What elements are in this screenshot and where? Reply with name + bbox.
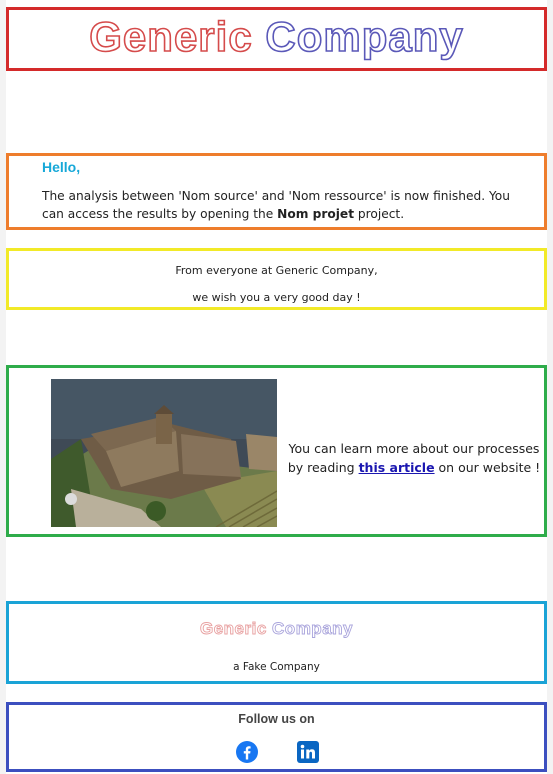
- analysis-text: The analysis between 'Nom source' and 'Nom ressource' is now finished. You can access the results by opening the: [42, 189, 510, 221]
- learn-more-text-start: You can learn more about our processes by reading: [287, 441, 540, 475]
- footer-brand-text: [9, 619, 544, 639]
- footer-section: [6, 601, 547, 684]
- footer-brand-word-company: Company: [272, 619, 353, 638]
- facebook-icon[interactable]: [236, 741, 258, 763]
- article-link[interactable]: this article: [358, 460, 435, 475]
- footer-tagline: a Fake Company: [233, 661, 320, 673]
- learn-more-section: [6, 365, 547, 537]
- linkedin-icon[interactable]: [297, 741, 319, 763]
- learn-more-text: [283, 439, 545, 477]
- brand-word-company: Company: [265, 13, 464, 60]
- header-section: [6, 7, 547, 71]
- abbey-aerial-photo: [51, 379, 277, 527]
- wishes-line-1: From everyone at Generic Company,: [175, 264, 378, 277]
- project-name: Nom projet: [277, 207, 355, 221]
- analysis-message: [42, 187, 512, 223]
- learn-more-text-end: on our website !: [434, 460, 541, 475]
- follow-us-heading: Follow us on: [238, 712, 315, 726]
- greeting-section: [6, 153, 547, 230]
- wishes-line-2: we wish you a very good day !: [192, 291, 361, 304]
- footer-brand-word-generic: Generic: [199, 619, 267, 638]
- social-section: [6, 702, 547, 772]
- hello-heading: Hello,: [42, 159, 81, 175]
- wishes-section: [6, 248, 547, 310]
- analysis-text-end: project.: [354, 207, 405, 221]
- brand-word-generic: Generic: [89, 13, 253, 60]
- brand-logo-text: [9, 13, 544, 61]
